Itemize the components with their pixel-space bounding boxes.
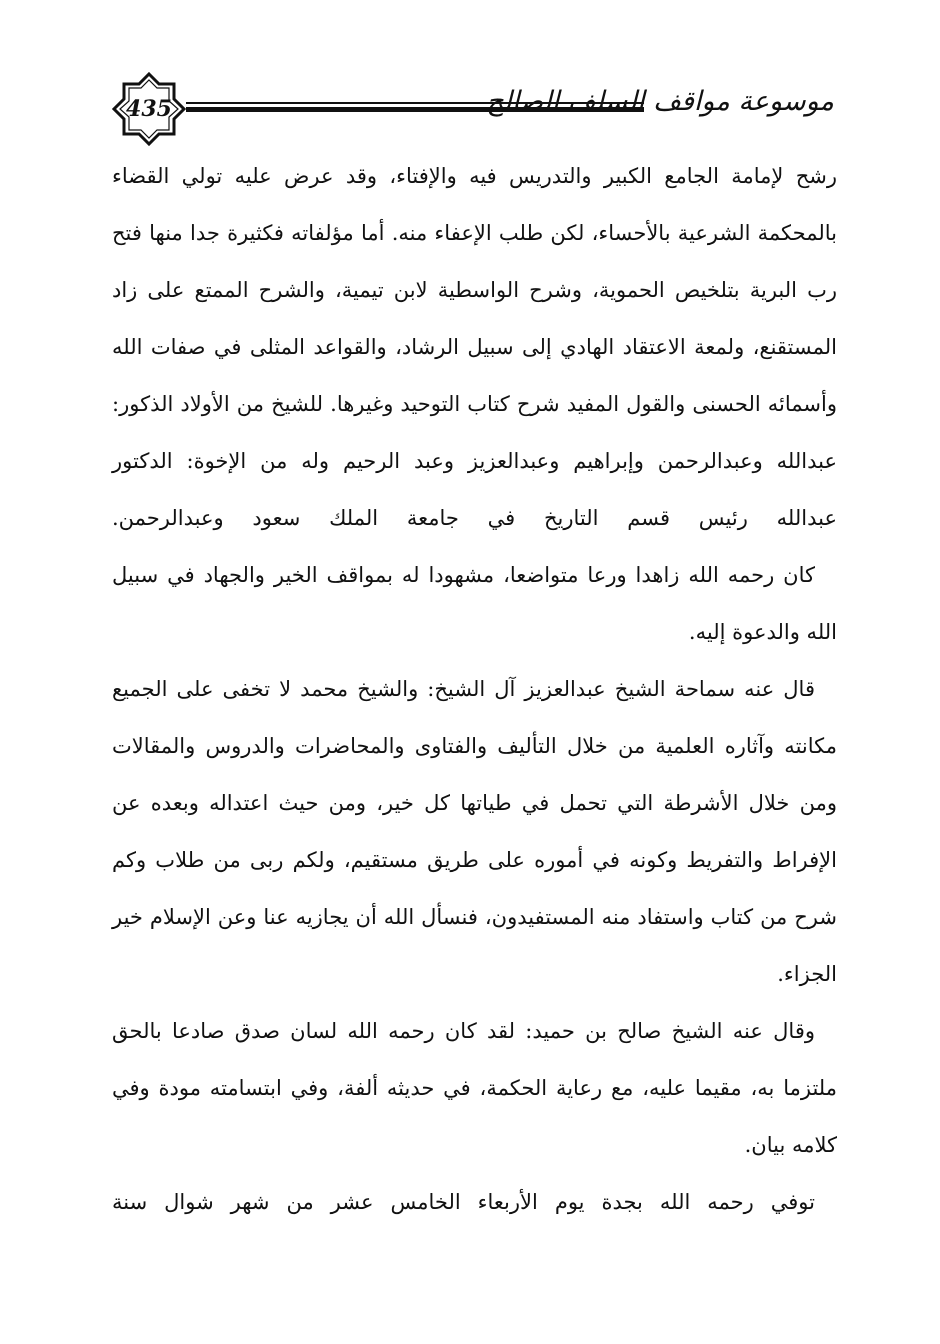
page-number-badge	[112, 72, 186, 146]
page-number: 435	[126, 96, 172, 122]
paragraph-death: توفي رحمه الله بجدة يوم الأربعاء الخامس عشر من شهر شوال سنة	[112, 1190, 815, 1214]
page-header	[112, 72, 834, 150]
paragraph-biography: رشح لإمامة الجامع الكبير والتدريس فيه والإفتاء، وقد عرض عليه تولي القضاء بالمحكمة الشرعية بالأحساء، لكن طلب الإعفاء منه. أما مؤلفاته فكثيرة جدا منها فتح رب البرية بتلخيص الحموية، وشرح الواسطية لابن تيمية، والشرح الممتع على زاد المستقنع، ولمعة الاعتقاد الهادي إلى سبيل الرشاد، والقواعد المثلى في صفات الله وأسمائه الحسنى والقول المفيد شرح كتاب التوحيد وغيرها. للشيخ من الأولاد الذكور: عبدالله وعبدالرحمن وإبراهيم وعبدالعزيز وعبد الرحيم وله من الإخوة: الدكتور عبدالله رئيس قسم التاريخ في جامعة الملك سعود وعبدالرحمن.	[112, 164, 837, 530]
page-body	[112, 148, 837, 1231]
book-title: موسوعة مواقف السلف الصالح	[486, 86, 834, 117]
paragraph-quote-al-sheikh: قال عنه سماحة الشيخ عبدالعزيز آل الشيخ: والشيخ محمد لا تخفى على الجميع مكانته وآثاره العلمية من خلال التأليف والفتاوى والمحاضرات والدروس والمقالات ومن خلال الأشرطة التي تحمل في طياتها كل خير، ومن حيث اعتداله وبعده عن الإفراط والتفريط وكونه في أموره على طريق مستقيم، ولكم ربى من طلاب وكم شرح من كتاب واستفاد منه المستفيدون، فنسأل الله أن يجازيه عنا وعن الإسلام خير الجزاء.	[112, 677, 837, 986]
paragraph-character: كان رحمه الله زاهدا ورعا متواضعا، مشهودا له بمواقف الخير والجهاد في سبيل الله والدعوة إليه.	[112, 563, 837, 644]
paragraph-quote-bin-humaid: وقال عنه الشيخ صالح بن حميد: لقد كان رحمه الله لسان صدق صادعا بالحق ملتزما به، مقيما عليه، مع رعاية الحكمة، في حديثه ألفة، وفي ابتسامته مودة وفي كلامه بيان.	[112, 1019, 837, 1157]
